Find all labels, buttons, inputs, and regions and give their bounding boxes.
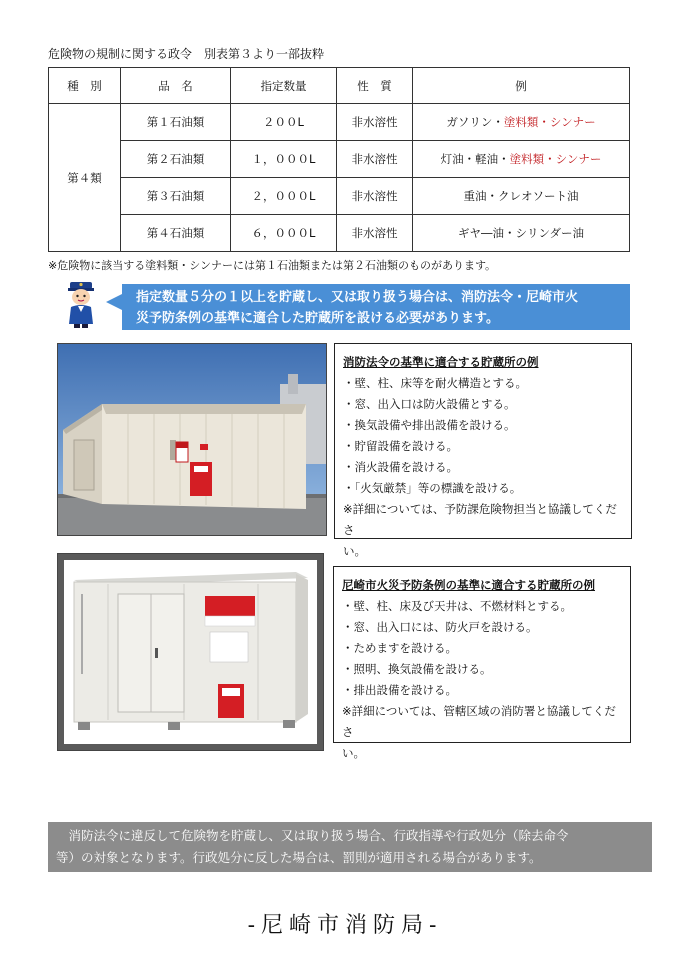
- box-note: ※詳細については、予防課危険物担当と協議してくださ: [343, 502, 617, 537]
- list-item: ・壁、柱、床及び天井は、不燃材料とする。: [342, 599, 572, 613]
- table-header-row: [49, 68, 630, 104]
- issuer-footer: -尼崎市消防局-: [247, 913, 443, 938]
- violation-note: [48, 822, 652, 872]
- example-cell: 灯油・軽油・塗料類・シンナー: [413, 141, 630, 178]
- example-cell: ギヤ―油・シリンダー油: [413, 215, 630, 252]
- box-note: い。: [342, 746, 365, 760]
- table-note: ※危険物に該当する塗料類・シンナーには第１石油類または第２石油類のものがあります。: [48, 259, 497, 272]
- list-item: ・排出設備を設ける。: [342, 683, 457, 697]
- list-item: ・照明、換気設備を設ける。: [342, 662, 492, 676]
- fire-officer-mascot-icon: [64, 280, 98, 328]
- hazmat-table: [48, 67, 630, 252]
- qty-cell: ２，０００L: [231, 178, 337, 215]
- note-line: 消防法令に違反して危険物を貯蔵し、又は取り扱う場合、行政指導や行政処分（除去命令: [56, 828, 569, 843]
- callout-tail: [106, 294, 122, 310]
- table-row: [49, 104, 630, 141]
- list-item: ・消火設備を設ける。: [343, 460, 458, 474]
- storage-building-photo: [57, 343, 327, 536]
- example-cell: 重油・クレオソート油: [413, 178, 630, 215]
- note-line: 等）の対象となります。行政処分に反した場合は、罰則が適用される場合があります。: [56, 850, 542, 865]
- box-heading: 消防法令の基準に適合する貯蔵所の例: [343, 355, 539, 369]
- column-header: 性 質: [337, 68, 413, 104]
- callout-line: 指定数量５分の１以上を貯蔵し、又は取り扱う場合は、消防法令・尼崎市火: [136, 290, 579, 305]
- property-cell: 非水溶性: [337, 104, 413, 141]
- qty-cell: ２００L: [231, 104, 337, 141]
- name-cell: 第３石油類: [121, 178, 231, 215]
- table-row: [49, 215, 630, 252]
- list-item: ・ためますを設ける。: [342, 641, 457, 655]
- column-header: 品 名: [121, 68, 231, 104]
- document-title: 危険物の規制に関する政令 別表第３より一部抜粋: [48, 47, 325, 61]
- table-row: [49, 178, 630, 215]
- list-item: ・窓、出入口には、防火戸を設ける。: [342, 620, 538, 634]
- column-header: 種 別: [49, 68, 121, 104]
- category-cell: 第４類: [49, 104, 121, 252]
- standard-box-fire-law: [334, 343, 632, 558]
- example-cell: ガソリン・塗料類・シンナー: [413, 104, 630, 141]
- list-item: ・「火気厳禁」等の標識を設ける。: [343, 481, 522, 495]
- box-note: ※詳細については、管轄区域の消防署と協議してくださ: [342, 704, 616, 739]
- callout-box: [122, 284, 630, 330]
- callout-line: 災予防条例の基準に適合した貯蔵所を設ける必要があります。: [136, 311, 499, 326]
- standard-box-city-ordinance: [333, 566, 631, 760]
- table-row: [49, 141, 630, 178]
- box-note: い。: [343, 544, 366, 558]
- property-cell: 非水溶性: [337, 215, 413, 252]
- list-item: ・換気設備や排出設備を設ける。: [343, 418, 516, 432]
- property-cell: 非水溶性: [337, 178, 413, 215]
- column-header: 例: [413, 68, 630, 104]
- list-item: ・壁、柱、床等を耐火構造とする。: [343, 376, 527, 390]
- name-cell: 第４石油類: [121, 215, 231, 252]
- name-cell: 第２石油類: [121, 141, 231, 178]
- list-item: ・窓、出入口は防火設備とする。: [343, 397, 516, 411]
- list-item: ・貯留設備を設ける。: [343, 439, 458, 453]
- qty-cell: ６，０００L: [231, 215, 337, 252]
- prefab-storage-photo: [57, 553, 324, 751]
- name-cell: 第１石油類: [121, 104, 231, 141]
- property-cell: 非水溶性: [337, 141, 413, 178]
- qty-cell: １，０００L: [231, 141, 337, 178]
- column-header: 指定数量: [231, 68, 337, 104]
- box-heading: 尼崎市火災予防条例の基準に適合する貯蔵所の例: [342, 578, 595, 592]
